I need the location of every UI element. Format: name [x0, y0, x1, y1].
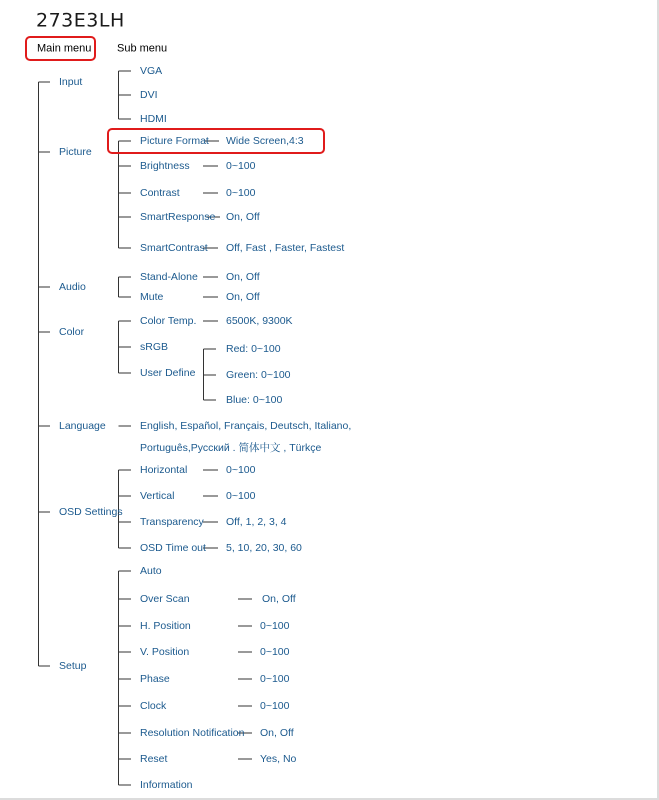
- language-options-line-2: Português,Русский . 简体中文 , Türkçe: [140, 441, 322, 454]
- sub-item-transparency: Transparency: [140, 515, 204, 528]
- value-picture-format: Wide Screen,4:3: [226, 134, 304, 147]
- sub-item-dvi: DVI: [140, 88, 158, 101]
- value-mute: On, Off: [226, 290, 260, 303]
- sub-item-picture-format: Picture Format: [140, 134, 209, 147]
- value-color-temp: 6500K, 9300K: [226, 314, 293, 327]
- value-phase: 0~100: [260, 672, 290, 685]
- main-item-setup: Setup: [59, 659, 87, 672]
- main-item-osd-settings: OSD Settings: [59, 505, 123, 518]
- value-v-position: 0~100: [260, 645, 290, 658]
- sub-item-srgb: sRGB: [140, 340, 169, 353]
- value-stand-alone: On, Off: [226, 270, 260, 283]
- main-item-picture: Picture: [59, 145, 92, 158]
- sub-item-contrast: Contrast: [140, 186, 180, 199]
- value-horizontal: 0~100: [226, 463, 256, 476]
- sub-item-h-position: H. Position: [140, 619, 191, 632]
- main-item-color: Color: [59, 325, 85, 338]
- value-reset: Yes, No: [260, 752, 297, 765]
- value-transparency: Off, 1, 2, 3, 4: [226, 515, 287, 528]
- sub-item-phase: Phase: [140, 672, 170, 685]
- sub-item-smartresponse: SmartResponse: [140, 210, 216, 223]
- value-user-define-green: Green: 0~100: [226, 368, 291, 381]
- value-contrast: 0~100: [226, 186, 256, 199]
- sub-item-hdmi: HDMI: [140, 112, 167, 125]
- main-item-language: Language: [59, 419, 106, 432]
- sub-item-information: Information: [140, 778, 193, 791]
- sub-item-v-position: V. Position: [140, 645, 190, 658]
- value-smartresponse: On, Off: [226, 210, 260, 223]
- sub-item-brightness: Brightness: [140, 159, 190, 172]
- sub-item-auto: Auto: [140, 564, 162, 577]
- sub-item-stand-alone: Stand-Alone: [140, 270, 198, 283]
- sub-item-clock: Clock: [140, 699, 167, 712]
- value-user-define-red: Red: 0~100: [226, 342, 281, 355]
- language-options-line-1: English, Español, Français, Deutsch, Italiano,: [140, 419, 352, 432]
- sub-item-vertical: Vertical: [140, 489, 175, 502]
- main-item-input: Input: [59, 75, 83, 88]
- value-osd-time-out: 5, 10, 20, 30, 60: [226, 541, 302, 554]
- sub-item-vga: VGA: [140, 64, 163, 77]
- value-vertical: 0~100: [226, 489, 256, 502]
- value-user-define-blue: Blue: 0~100: [226, 393, 283, 406]
- sub-item-smartcontrast: SmartContrast: [140, 241, 208, 254]
- value-h-position: 0~100: [260, 619, 290, 632]
- value-resolution-notification: On, Off: [260, 726, 294, 739]
- sub-item-user-define: User Define: [140, 366, 196, 379]
- value-smartcontrast: Off, Fast , Faster, Fastest: [226, 241, 345, 254]
- value-clock: 0~100: [260, 699, 290, 712]
- model-title: 273E3LH: [36, 9, 125, 32]
- value-brightness: 0~100: [226, 159, 256, 172]
- value-over-scan: On, Off: [262, 592, 296, 605]
- sub-item-osd-time-out: OSD Time out: [140, 541, 206, 554]
- sub-menu-header: Sub menu: [117, 42, 168, 55]
- sub-item-color-temp: Color Temp.: [140, 314, 197, 327]
- sub-item-mute: Mute: [140, 290, 164, 303]
- sub-item-resolution-notification: Resolution Notification: [140, 726, 245, 739]
- main-menu-header: Main menu: [37, 42, 92, 55]
- sub-item-reset: Reset: [140, 752, 168, 765]
- sub-item-over-scan: Over Scan: [140, 592, 190, 605]
- main-item-audio: Audio: [59, 280, 86, 293]
- sub-item-horizontal: Horizontal: [140, 463, 188, 476]
